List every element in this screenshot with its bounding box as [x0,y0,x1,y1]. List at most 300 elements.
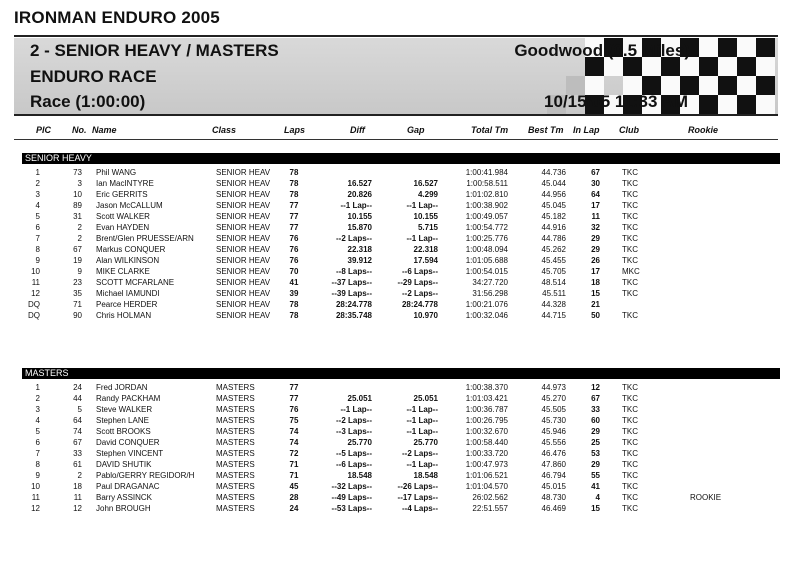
race-datetime: 10/15/05 11:33 AM [544,92,688,111]
table-row [0,404,800,415]
cell-total: 1:01:02.810 [465,190,508,199]
cell-laps: 76 [289,234,299,243]
cell-club: TKC [622,383,638,392]
table-row [0,255,800,266]
cell-club: TKC [622,201,638,210]
cell-pic: 9 [35,256,40,265]
column-header-row [0,125,780,139]
cell-laps: 76 [289,405,299,414]
cell-pic: 6 [35,223,40,232]
cell-gap: --1 Lap-- [406,405,438,414]
cell-class: SENIOR HEAV [216,267,271,276]
table-row [0,178,800,189]
cell-inlap: 25 [591,438,600,447]
table-row [0,470,800,481]
table-row [0,167,800,178]
cell-best: 45.505 [541,405,566,414]
cell-inlap: 67 [591,168,600,177]
cell-diff: --2 Laps-- [336,234,372,243]
cell-club: TKC [622,223,638,232]
cell-class: SENIOR HEAV [216,256,271,265]
table-row [0,189,800,200]
cell-total: 1:00:58.440 [465,438,508,447]
cell-name: DAVID SHUTIK [96,460,152,469]
cell-club: TKC [622,179,638,188]
cell-class: SENIOR HEAV [216,278,271,287]
cell-inlap: 29 [591,427,600,436]
section-header: MASTERS [22,368,780,379]
cell-diff: --39 Laps-- [331,289,372,298]
cell-pic: 7 [35,449,40,458]
cell-best: 45.270 [541,394,566,403]
cell-best: 44.786 [541,234,566,243]
cell-best: 44.973 [541,383,566,392]
cell-class: SENIOR HEAV [216,212,271,221]
cell-laps: 77 [289,223,299,232]
cell-name: SCOTT MCFARLANE [96,278,175,287]
cell-diff: --53 Laps-- [331,504,372,513]
col-gap: Gap [407,125,425,135]
cell-name: MIKE CLARKE [96,267,150,276]
cell-inlap: 11 [591,212,600,221]
cell-laps: 78 [289,168,299,177]
cell-name: John BROUGH [96,504,151,513]
cell-best: 44.328 [541,300,566,309]
col-diff: Diff [350,125,365,135]
cell-inlap: 64 [591,190,600,199]
cell-name: Alan WILKINSON [96,256,160,265]
cell-class: MASTERS [216,383,255,392]
table-row [0,288,800,299]
table-row [0,382,800,393]
banner-rule [14,114,778,116]
race-duration: Race (1:00:00) [30,92,146,111]
cell-total: 1:00:47.973 [465,460,508,469]
cell-pic: 1 [35,383,40,392]
cell-inlap: 55 [591,471,600,480]
cell-best: 45.455 [541,256,566,265]
cell-best: 45.511 [542,289,566,298]
cell-diff: --49 Laps-- [331,493,372,502]
cell-no: 64 [73,416,82,425]
cell-club: TKC [622,190,638,199]
cell-total: 1:00:21.076 [465,300,508,309]
cell-diff: --3 Laps-- [336,427,372,436]
cell-class: MASTERS [216,427,255,436]
cell-diff: 25.770 [347,438,372,447]
cell-gap: 25.051 [413,394,438,403]
cell-inlap: 17 [591,201,600,210]
cell-diff: 20.826 [347,190,372,199]
cell-total: 1:01:06.521 [465,471,508,480]
cell-no: 33 [73,449,82,458]
cell-best: 48.730 [541,493,566,502]
cell-gap: 10.155 [413,212,438,221]
cell-class: MASTERS [216,394,255,403]
cell-no: 73 [73,168,82,177]
cell-name: Scott WALKER [96,212,150,221]
col-laps: Laps [284,125,306,135]
table-row [0,459,800,470]
cell-pic: 10 [31,267,40,276]
cell-club: TKC [622,212,638,221]
cell-gap: --26 Laps-- [397,482,438,491]
cell-club: TKC [622,471,638,480]
cell-pic: 12 [31,504,40,513]
cell-total: 34:27.720 [472,278,508,287]
col-pic: PIC [36,125,52,135]
cell-best: 45.182 [541,212,566,221]
cell-class: SENIOR HEAV [216,223,271,232]
table-row [0,503,800,514]
cell-no: 2 [77,234,82,243]
cell-best: 48.514 [541,278,566,287]
cell-no: 44 [73,394,82,403]
cell-total: 1:00:49.057 [465,212,508,221]
cell-inlap: 60 [591,416,600,425]
cell-no: 71 [73,300,82,309]
cell-no: 67 [73,245,82,254]
cell-total: 1:00:25.776 [465,234,508,243]
cell-gap: 17.594 [413,256,438,265]
table-row [0,211,800,222]
table-row [0,299,800,310]
cell-best: 46.794 [541,471,566,480]
cell-pic: 4 [35,416,40,425]
cell-pic: DQ [28,311,40,320]
cell-laps: 28 [289,493,299,502]
cell-name: Randy PACKHAM [96,394,161,403]
cell-no: 10 [73,190,82,199]
cell-inlap: 30 [591,179,600,188]
cell-total: 1:00:38.370 [465,383,508,392]
cell-club: TKC [622,289,638,298]
cell-pic: 1 [35,168,40,177]
cell-laps: 77 [289,383,299,392]
table-row [0,426,800,437]
cell-name: Stephen LANE [96,416,149,425]
cell-best: 45.015 [541,482,566,491]
cell-total: 1:01:04.570 [465,482,508,491]
cell-best: 47.860 [541,460,566,469]
cell-laps: 74 [289,438,299,447]
col-best-tm: Best Tm [528,125,564,135]
cell-class: MASTERS [216,449,255,458]
cell-name: Pearce HERDER [96,300,158,309]
cell-laps: 70 [289,267,299,276]
cell-club: TKC [622,449,638,458]
cell-laps: 75 [289,416,299,425]
cell-pic: 8 [35,460,40,469]
cell-best: 45.045 [541,201,566,210]
cell-no: 19 [73,256,82,265]
cell-gap: 5.715 [417,223,438,232]
cell-gap: --1 Lap-- [406,427,438,436]
table-row [0,448,800,459]
cell-pic: 11 [31,493,40,502]
cell-name: Chris HOLMAN [96,311,152,320]
table-row [0,415,800,426]
cell-best: 45.044 [541,179,566,188]
cell-class: SENIOR HEAV [216,245,271,254]
cell-inlap: 53 [591,449,600,458]
cell-club: TKC [622,405,638,414]
col-in-lap: In Lap [573,125,600,135]
cell-pic: 8 [35,245,40,254]
cell-inlap: 18 [591,278,600,287]
cell-club: TKC [622,278,638,287]
column-rule [14,139,778,140]
cell-gap: --17 Laps-- [397,493,438,502]
cell-class: SENIOR HEAV [216,190,271,199]
col-club: Club [619,125,639,135]
cell-laps: 78 [289,311,299,320]
cell-total: 26:02.562 [472,493,508,502]
title-rule [14,35,778,37]
cell-diff: --5 Laps-- [336,449,372,458]
cell-name: Barry ASSINCK [96,493,153,502]
cell-no: 2 [77,471,82,480]
table-row [0,244,800,255]
cell-diff: 28:35.748 [335,311,372,320]
cell-laps: 78 [289,190,299,199]
cell-laps: 74 [289,427,299,436]
cell-total: 1:00:36.787 [465,405,508,414]
cell-no: 67 [73,438,82,447]
cell-class: SENIOR HEAV [216,289,271,298]
cell-pic: 5 [35,427,40,436]
cell-pic: 9 [35,471,40,480]
table-row [0,492,800,503]
cell-diff: --2 Laps-- [336,416,372,425]
cell-no: 11 [73,493,82,502]
col-total-tm: Total Tm [471,125,509,135]
cell-laps: 72 [289,449,299,458]
cell-pic: 11 [31,278,40,287]
table-row [0,277,800,288]
cell-diff: 18.548 [347,471,372,480]
cell-gap: 25.770 [413,438,438,447]
cell-name: Eric GERRITS [96,190,148,199]
cell-class: MASTERS [216,471,255,480]
cell-no: 3 [77,179,82,188]
cell-pic: 3 [35,190,40,199]
cell-inlap: 32 [591,223,600,232]
cell-name: Pablo/GERRY REGIDOR/H [96,471,195,480]
cell-inlap: 17 [591,267,600,276]
cell-class: SENIOR HEAV [216,311,271,320]
cell-best: 45.946 [541,427,566,436]
cell-name: Steve WALKER [96,405,153,414]
cell-total: 1:00:26.795 [465,416,508,425]
table-row [0,310,800,321]
table-row [0,222,800,233]
table-row [0,200,800,211]
cell-club: TKC [622,311,638,320]
col-no: No. [72,125,87,135]
cell-club: TKC [622,234,638,243]
cell-club: TKC [622,438,638,447]
cell-gap: --2 Laps-- [402,449,438,458]
section-header: SENIOR HEAVY [22,153,780,164]
cell-total: 1:00:41.984 [465,168,508,177]
cell-best: 44.736 [541,168,566,177]
cell-club: MKC [622,267,640,276]
cell-class: MASTERS [216,438,255,447]
cell-laps: 71 [289,460,299,469]
page-title: IRONMAN ENDURO 2005 [14,8,220,27]
cell-total: 1:00:54.015 [465,267,508,276]
cell-club: TKC [622,427,638,436]
cell-gap: --1 Lap-- [406,201,438,210]
cell-laps: 39 [289,289,299,298]
cell-laps: 78 [289,179,299,188]
cell-class: SENIOR HEAV [216,168,271,177]
table-row [0,481,800,492]
cell-diff: 16.527 [347,179,372,188]
col-rookie: Rookie [688,125,719,135]
cell-club: TKC [622,482,638,491]
cell-name: David CONQUER [96,438,160,447]
cell-class: SENIOR HEAV [216,201,271,210]
cell-name: Paul DRAGANAC [96,482,160,491]
cell-no: 89 [73,201,82,210]
cell-class: MASTERS [216,493,255,502]
race-banner [14,38,778,114]
cell-class: MASTERS [216,504,255,513]
cell-total: 1:00:32.670 [465,427,508,436]
cell-no: 9 [77,267,82,276]
cell-pic: 3 [35,405,40,414]
cell-no: 31 [73,212,82,221]
cell-inlap: 33 [591,405,600,414]
cell-pic: 5 [35,212,40,221]
cell-club: TKC [622,493,638,502]
cell-gap: --1 Lap-- [406,416,438,425]
cell-inlap: 67 [591,394,600,403]
cell-pic: DQ [28,300,40,309]
cell-total: 1:00:54.772 [465,223,508,232]
cell-inlap: 21 [591,300,600,309]
cell-inlap: 4 [595,493,600,502]
cell-club: TKC [622,504,638,513]
cell-inlap: 15 [591,504,600,513]
cell-total: 1:00:48.094 [465,245,508,254]
cell-name: Markus CONQUER [96,245,166,254]
cell-total: 1:00:32.046 [465,311,508,320]
cell-laps: 77 [289,201,299,210]
cell-club: TKC [622,416,638,425]
cell-best: 46.469 [541,504,566,513]
cell-club: TKC [622,168,638,177]
cell-pic: 2 [35,179,40,188]
cell-total: 31:56.298 [472,289,508,298]
cell-gap: --2 Laps-- [402,289,438,298]
col-class: Class [212,125,237,135]
cell-best: 44.916 [541,223,566,232]
cell-class: SENIOR HEAV [216,300,271,309]
cell-inlap: 29 [591,234,600,243]
cell-laps: 76 [289,256,299,265]
cell-name: Brent/Glen PRUESSE/ARN [96,234,194,243]
cell-gap: --1 Lap-- [406,460,438,469]
cell-inlap: 26 [591,256,600,265]
cell-pic: 7 [35,234,40,243]
cell-club: TKC [622,394,638,403]
cell-name: Stephen VINCENT [96,449,164,458]
cell-gap: 16.527 [413,179,438,188]
cell-diff: --6 Laps-- [336,460,372,469]
cell-inlap: 50 [591,311,600,320]
cell-class: MASTERS [216,405,255,414]
cell-best: 44.956 [541,190,566,199]
cell-inlap: 29 [591,460,600,469]
cell-class: SENIOR HEAV [216,234,271,243]
cell-best: 44.715 [541,311,566,320]
cell-name: Scott BROOKS [96,427,151,436]
cell-best: 46.476 [541,449,566,458]
cell-pic: 6 [35,438,40,447]
cell-gap: 18.548 [413,471,438,480]
cell-gap: --6 Laps-- [402,267,438,276]
cell-class: MASTERS [216,416,255,425]
cell-pic: 12 [31,289,40,298]
cell-gap: 10.970 [413,311,438,320]
cell-diff: 15.870 [347,223,372,232]
cell-name: Fred JORDAN [96,383,148,392]
cell-pic: 4 [35,201,40,210]
cell-class: MASTERS [216,482,255,491]
cell-laps: 71 [289,471,299,480]
cell-best: 45.262 [541,245,566,254]
cell-name: Ian MacINTYRE [96,179,154,188]
cell-gap: --1 Lap-- [406,234,438,243]
cell-total: 1:00:58.511 [466,179,508,188]
cell-rookie: ROOKIE [690,493,722,502]
cell-total: 22:51.557 [472,504,508,513]
cell-class: MASTERS [216,460,255,469]
cell-diff: --37 Laps-- [331,278,372,287]
race-type: ENDURO RACE [30,67,157,86]
cell-laps: 77 [289,394,299,403]
cell-gap: 22.318 [413,245,438,254]
cell-inlap: 12 [591,383,600,392]
table-row [0,266,800,277]
cell-laps: 76 [289,245,299,254]
cell-diff: --1 Lap-- [340,201,372,210]
track-name: Goodwood (0.5 Miles) [514,41,690,60]
cell-diff: 10.155 [347,212,372,221]
cell-best: 45.556 [541,438,566,447]
cell-club: TKC [622,256,638,265]
cell-laps: 24 [289,504,299,513]
cell-diff: --32 Laps-- [331,482,372,491]
cell-no: 23 [73,278,82,287]
cell-gap: --4 Laps-- [402,504,438,513]
class-name: 2 - SENIOR HEAVY / MASTERS [30,41,279,60]
cell-no: 90 [73,311,82,320]
table-row [0,437,800,448]
cell-total: 1:01:05.688 [465,256,508,265]
cell-diff: 25.051 [347,394,372,403]
cell-diff: 39.912 [347,256,372,265]
cell-diff: --1 Lap-- [340,405,372,414]
cell-no: 61 [73,460,82,469]
cell-diff: 22.318 [347,245,372,254]
cell-no: 24 [73,383,82,392]
cell-no: 2 [77,223,82,232]
cell-club: TKC [622,460,638,469]
